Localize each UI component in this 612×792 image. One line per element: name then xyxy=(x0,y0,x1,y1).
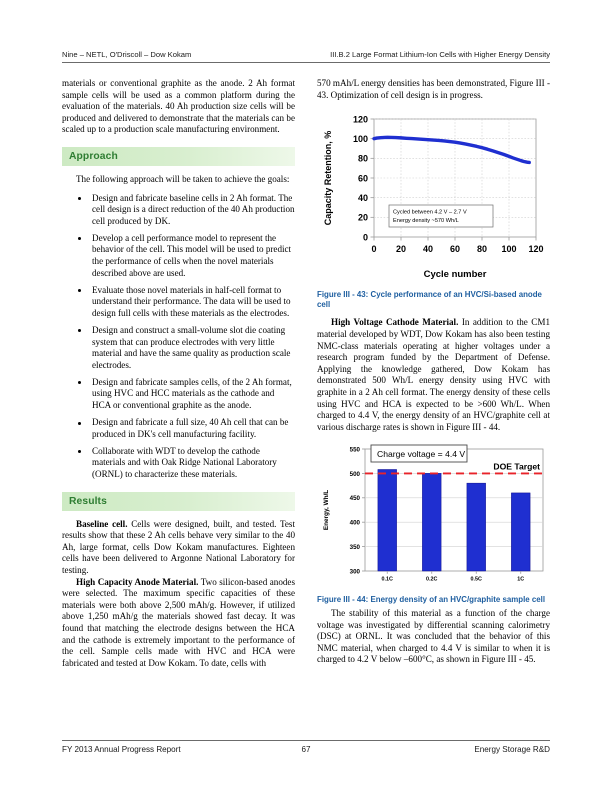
figure-iii-44-caption: Figure III - 44: Energy density of an HVC/graphite sample cell xyxy=(317,595,546,605)
svg-text:120: 120 xyxy=(528,244,544,255)
chart2-x-tick-labels xyxy=(382,571,525,583)
high-capacity-anode-text: Two silicon-based anodes were selected. The maximum specific capacities of these materials were both above 2,500 mAh/g. However, if utilized above 1,250 mAh/g the materials showed fast decay. It was found that matching the electrode designs between the HCA and the cathode is extremely important to the performance of the cell. Sample cells made with HVC and HCA were fabricated and tested at Dow Kokam. To date, cells with xyxy=(62,576,295,668)
figure-iii-43 xyxy=(317,111,550,309)
svg-text:40: 40 xyxy=(422,244,434,255)
figure-iii-43-caption: Figure III - 43: Cycle performance of an HVC/Si-based anode cell xyxy=(317,290,542,309)
svg-text:80: 80 xyxy=(357,153,368,164)
svg-text:40: 40 xyxy=(357,193,368,204)
running-head-left: Nine – NETL, O'Driscoll – Dow Kokam xyxy=(62,50,192,59)
chart2-bar xyxy=(467,483,486,571)
chart1-x-axis-label: Cycle number xyxy=(423,269,487,281)
svg-text:0: 0 xyxy=(362,232,368,243)
chart1-x-tick-labels xyxy=(371,237,543,254)
baseline-cell-text: Cells were designed, built, and tested. Test results show that these 2 Ah cells behave very similar to the 40 Ah, large format, cells Dow Kokam manufactures. Eighteen cells have been delivered to Argonne National Laboratory for testing. xyxy=(62,518,295,575)
running-head xyxy=(62,50,550,63)
svg-text:550: 550 xyxy=(349,446,360,454)
svg-text:450: 450 xyxy=(349,495,360,503)
svg-text:100: 100 xyxy=(352,134,368,145)
chart2-bar xyxy=(422,474,441,572)
high-voltage-cathode-runin: High Voltage Cathode Material. xyxy=(331,317,459,328)
right-column xyxy=(317,78,550,666)
left-column xyxy=(62,78,295,669)
high-capacity-anode-paragraph xyxy=(62,577,295,670)
svg-text:60: 60 xyxy=(449,244,461,255)
svg-text:0.2C: 0.2C xyxy=(426,576,438,583)
approach-bullet-list xyxy=(62,193,295,481)
intro-paragraph: materials or conventional graphite as the anode. 2 Ah format sample cells will be used as a common platform during the evaluation of the materials. 40 Ah production size cells will be produced and delivered to demonstrate that the materials can be scaled up to a production scale manufacturing environment. xyxy=(62,78,295,135)
chart2-annotation-text: Charge voltage = 4.4 V xyxy=(377,449,466,460)
figure-iii-43-plot xyxy=(317,111,550,286)
chart2-bar xyxy=(378,470,397,572)
figure-iii-44 xyxy=(317,443,550,605)
section-header-results xyxy=(62,492,295,511)
svg-text:120: 120 xyxy=(352,114,368,125)
high-voltage-cathode-text: In addition to the CM1 material developed by WDT, Dow Kokam has also been testing NMC-class materials operating at higher voltages under a research program funded by the Department of Defense. Applying the knowledge gathered, Dow Kokam has demonstrated 500 Wh/L energy density using HVC with graphite in a 2 Ah cell format. The energy density of these cells using HVC and HCA is expected to be >600 Wh/L. When charged to 4.4 V, the energy density of an HVC/graphite cell at various discharge rates is shown in Figure III - 44. xyxy=(317,317,550,432)
svg-text:80: 80 xyxy=(476,244,488,255)
svg-text:0.5C: 0.5C xyxy=(470,576,482,583)
chart2-doe-target-label: DOE Target xyxy=(493,461,540,472)
baseline-cell-runin: Baseline cell. xyxy=(76,518,128,529)
chart2-y-axis-label: Energy, Wh/L xyxy=(323,490,330,531)
section-header-approach xyxy=(62,147,295,166)
section-header-results-label: Results xyxy=(69,495,107,507)
section-header-approach-label: Approach xyxy=(69,150,118,162)
list-item-text: Develop a cell performance model to represent the behavior of the cell. This model will be used to predict the performance of cells when the novel materials described above are used. xyxy=(92,232,292,278)
baseline-cell-paragraph xyxy=(62,519,295,577)
figure-iii-44-plot xyxy=(317,443,550,591)
right-top-paragraph: 570 mAh/L energy densities has been demonstrated, Figure III - 43. Optimization of cell design is in progress. xyxy=(317,78,550,100)
footer-left: FY 2013 Annual Progress Report xyxy=(62,745,181,754)
bullet-dot-icon xyxy=(78,237,81,240)
chart2-bar xyxy=(511,493,530,571)
list-item xyxy=(62,285,295,320)
bullet-dot-icon xyxy=(78,197,81,200)
footer-right: Energy Storage R&D xyxy=(474,745,550,754)
chart1-y-axis-label: Capacity Retention, % xyxy=(323,130,333,226)
chart2-y-tick-labels xyxy=(350,447,365,576)
dsc-paragraph: The stability of this material as a function of the charge voltage was investigated by differential scanning calorimetry (DSC) at ORNL. It was concluded that the behavior of this NMC material, when charged to 4.4 V is similar to when it is charged to 4.2 V below –600°C, as shown in Figure III - 45. xyxy=(317,607,550,665)
list-item-text: Collaborate with WDT to develop the cathode materials and with Oak Ridge National Laboratory (ORNL) to characterize these materials. xyxy=(92,445,277,480)
list-item-text: Design and fabricate a full size, 40 Ah cell that can be produced in DK's cell manufacturing facility. xyxy=(92,417,289,439)
bullet-dot-icon xyxy=(78,381,81,384)
list-item xyxy=(62,377,295,412)
bullet-dot-icon xyxy=(78,289,81,292)
svg-text:0: 0 xyxy=(371,244,377,255)
svg-text:20: 20 xyxy=(395,244,407,255)
svg-text:0.1C: 0.1C xyxy=(381,576,393,583)
figure-iii-44-svg xyxy=(317,443,550,591)
list-item xyxy=(62,193,295,228)
svg-text:1C: 1C xyxy=(517,576,525,583)
bullet-dot-icon xyxy=(78,450,81,453)
approach-lead-paragraph: The following approach will be taken to achieve the goals: xyxy=(76,173,290,184)
footer-page-number: 67 xyxy=(301,745,311,754)
bullet-dot-icon xyxy=(78,422,81,425)
svg-text:100: 100 xyxy=(501,244,517,255)
figure-iii-43-svg xyxy=(317,111,550,286)
svg-text:60: 60 xyxy=(357,173,368,184)
running-head-right: III.B.2 Large Format Lithium-Ion Cells with Higher Energy Density xyxy=(330,50,550,59)
svg-text:400: 400 xyxy=(349,519,360,527)
svg-text:350: 350 xyxy=(349,544,360,552)
list-item xyxy=(62,417,295,440)
list-item xyxy=(62,233,295,279)
chart1-annotation-line-1: Cycled between 4.2 V – 2.7 V xyxy=(393,209,467,216)
bullet-dot-icon xyxy=(78,329,81,332)
list-item-text: Evaluate those novel materials in half-cell format to understand their performance. The data will be used to design full cells with these materials as the electrodes. xyxy=(92,284,291,318)
chart1-y-tick-labels xyxy=(353,114,374,242)
svg-text:20: 20 xyxy=(357,212,368,223)
list-item xyxy=(62,446,295,481)
high-capacity-anode-runin: High Capacity Anode Material. xyxy=(76,576,199,587)
list-item-text: Design and fabricate samples cells, of the 2 Ah format, using HVC and HCC materials as the cathode and HCA or conventional graphite as the anode. xyxy=(92,376,292,411)
list-item-text: Design and fabricate baseline cells in 2 Ah format. The cell design is a direct reduction of the 40 Ah production cell produced by DK. xyxy=(92,192,295,226)
svg-text:500: 500 xyxy=(349,471,360,479)
page-footer xyxy=(62,742,550,754)
footer-divider xyxy=(62,740,550,741)
list-item-text: Design and construct a small-volume slot die coating system that can produce electrodes with very little material and have the same quality as production scale electrodes. xyxy=(92,325,291,370)
svg-text:300: 300 xyxy=(349,568,360,576)
high-voltage-cathode-paragraph xyxy=(317,317,550,433)
chart1-annotation-line-2: Energy density ~570 Wh/L xyxy=(393,218,459,225)
list-item xyxy=(62,325,295,371)
